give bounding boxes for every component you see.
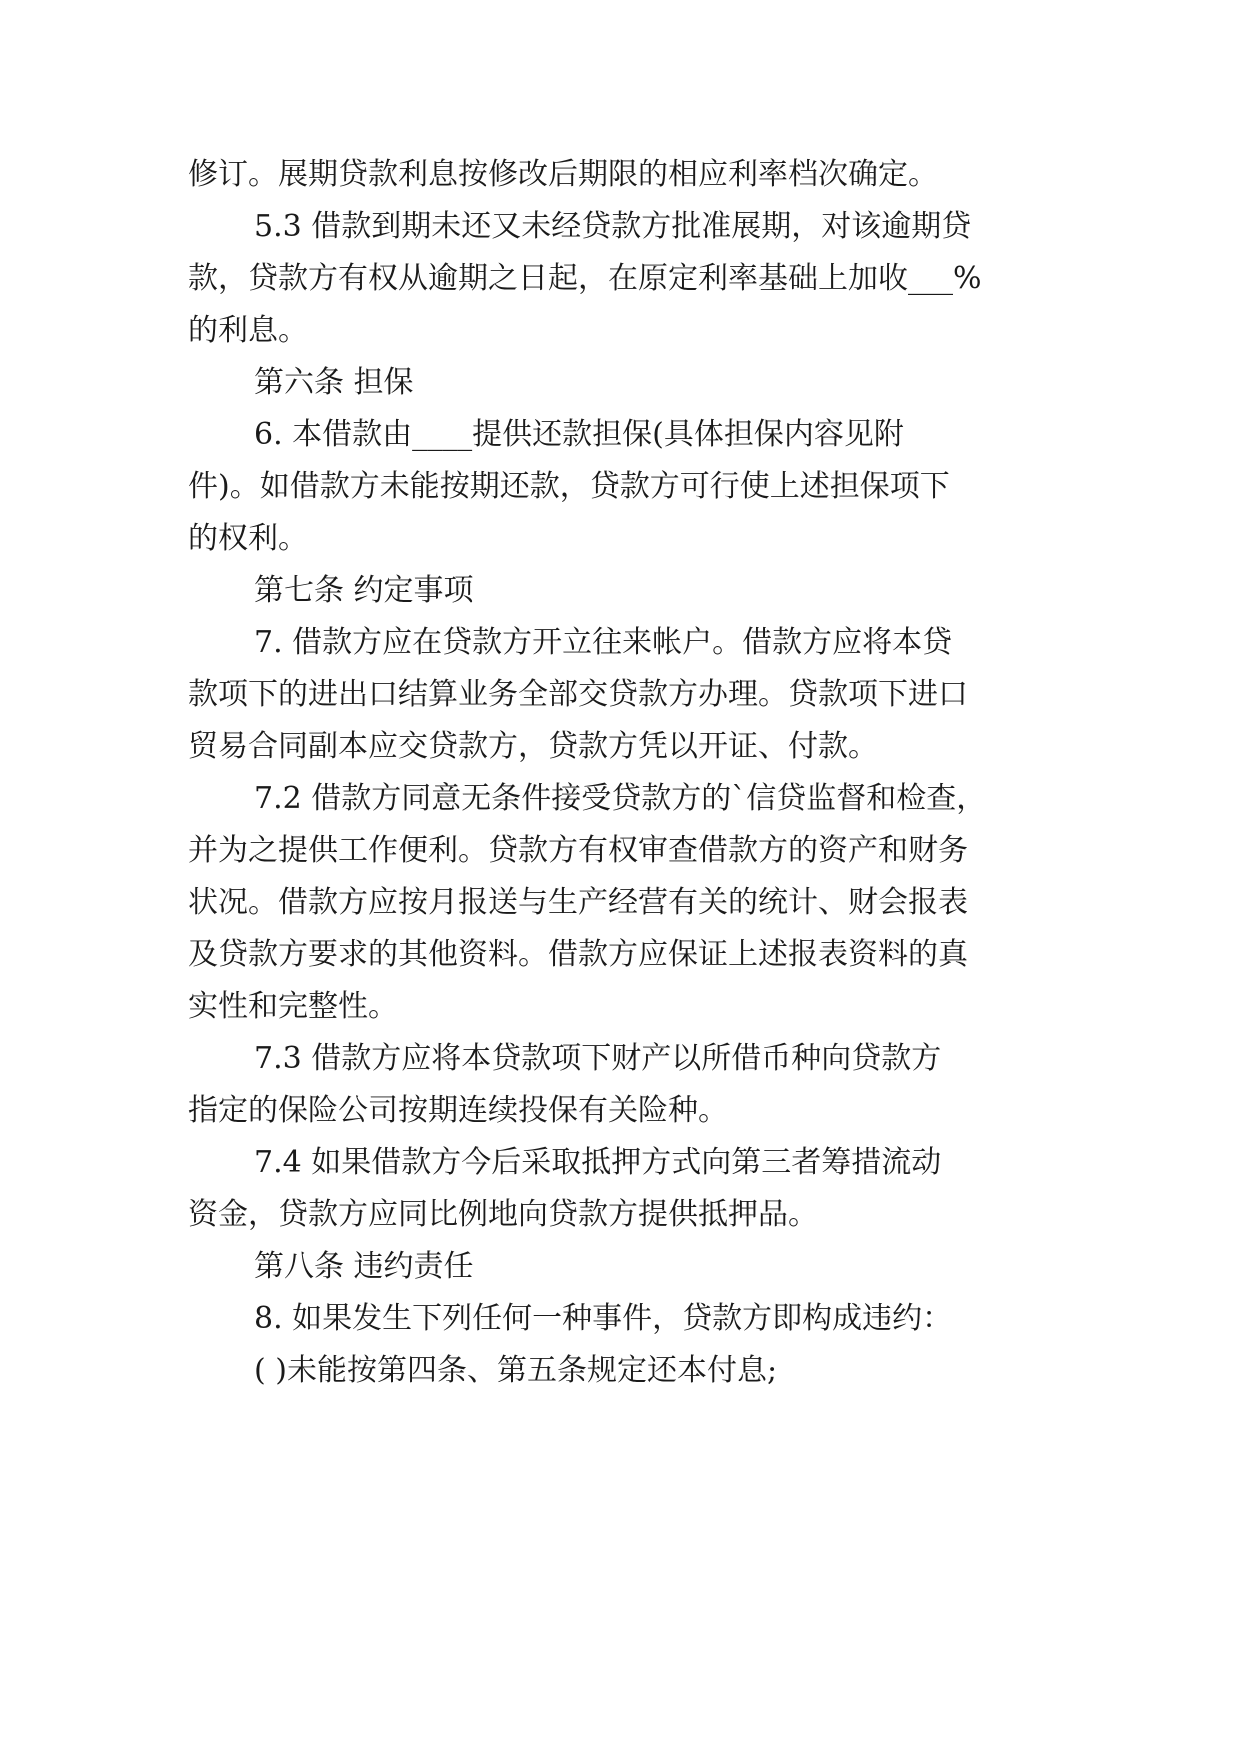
line-24: ( )未能按第四条、第五条规定还本付息; [254,1353,778,1388]
line-14: 并为之提供工作便利。贷款方有权审查借款方的资产和财务 [188,833,968,868]
line-1: 修订。展期贷款利息按修改后期限的相应利率档次确定。 [188,157,938,192]
line-10: 7. 借款方应在贷款方开立往来帐户。借款方应将本贷 [254,625,953,660]
line-7: 件)。如借款方未能按期还款，贷款方可行使上述担保项下 [188,469,950,504]
line-11: 款项下的进出口结算业务全部交贷款方办理。贷款项下进口 [188,677,968,712]
line-8: 的权利。 [188,521,308,556]
section-heading-7: 第七条 约定事项 [254,573,474,608]
line-6: 6. 本借款由____提供还款担保(具体担保内容见附 [254,417,904,452]
line-21: 资金，贷款方应同比例地向贷款方提供抵押品。 [188,1197,818,1232]
section-heading-6: 第六条 担保 [254,365,414,400]
line-18: 7.3 借款方应将本贷款项下财产以所借币种向贷款方 [254,1041,942,1076]
line-19: 指定的保险公司按期连续投保有关险种。 [188,1093,728,1128]
line-23: 8. 如果发生下列任何一种事件，贷款方即构成违约： [254,1301,953,1336]
line-4: 的利息。 [188,313,308,348]
line-12: 贸易合同副本应交贷款方，贷款方凭以开证、付款。 [188,729,878,764]
line-13: 7.2 借款方同意无条件接受贷款方的`信贷监督和检查， [254,781,987,816]
line-17: 实性和完整性。 [188,989,398,1024]
section-heading-8: 第八条 违约责任 [254,1249,474,1284]
line-20: 7.4 如果借款方今后采取抵押方式向第三者筹措流动 [254,1145,942,1180]
line-2: 5.3 借款到期未还又未经贷款方批准展期，对该逾期贷 [254,209,972,244]
line-15: 状况。借款方应按月报送与生产经营有关的统计、财会报表 [188,885,968,920]
line-3: 款，贷款方有权从逾期之日起，在原定利率基础上加收___% [188,261,982,296]
line-16: 及贷款方要求的其他资料。借款方应保证上述报表资料的真 [188,937,968,972]
